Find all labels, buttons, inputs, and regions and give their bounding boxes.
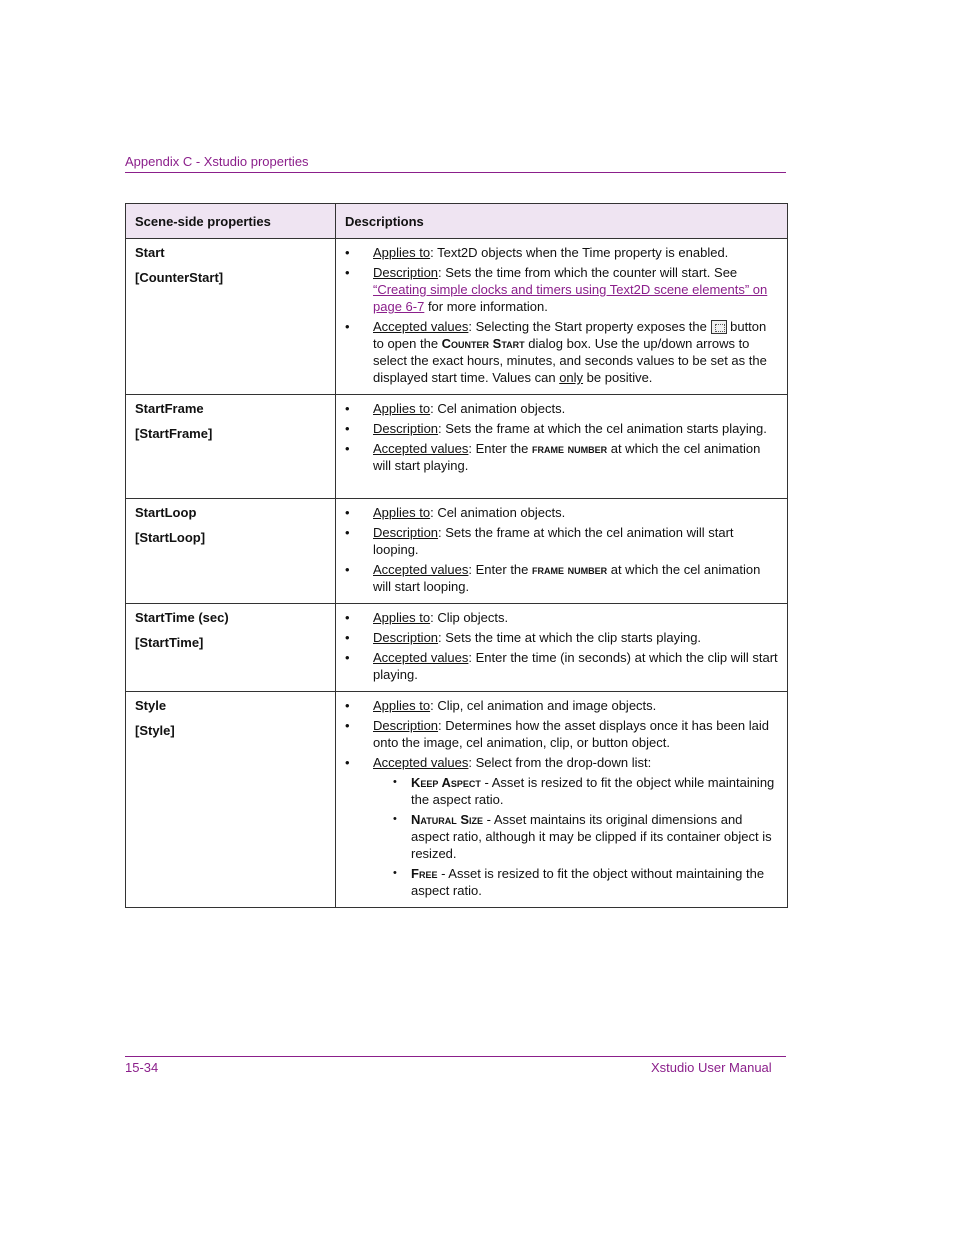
property-cell: [126, 692, 336, 908]
property-cell: [126, 239, 336, 395]
description-text: : Determines how the asset displays once it has been laid onto the image, cel animation, clip, or button object.: [373, 718, 769, 750]
ellipsis-button-icon: [711, 320, 727, 334]
option-item: [345, 811, 778, 862]
cross-reference-link[interactable]: “Creating simple clocks and timers using Text2D scene elements” on page 6-7: [373, 282, 768, 314]
field-name: frame number: [532, 441, 608, 456]
accepted-values-label: Accepted values: [373, 755, 469, 770]
table-row: [126, 499, 788, 604]
list-item: [345, 420, 778, 437]
description-label: Description: [373, 525, 439, 540]
property-cell: [126, 499, 336, 604]
applies-text: : Cel animation objects.: [430, 505, 566, 520]
list-item: [345, 524, 778, 558]
dialog-name: Counter Start: [441, 336, 525, 351]
values-text: : Enter the: [468, 562, 532, 577]
option-name: Natural Size: [411, 812, 483, 827]
list-item: [345, 717, 778, 751]
list-item: [345, 440, 778, 474]
description-label: Description: [373, 630, 439, 645]
list-item: [345, 609, 778, 626]
applies-label: Applies to: [373, 610, 431, 625]
emphasis-only: only: [559, 370, 584, 385]
accepted-values-label: Accepted values: [373, 650, 469, 665]
values-text: at which the cel animation will start looping.: [373, 562, 761, 594]
property-cell: [126, 395, 336, 499]
applies-label: Applies to: [373, 401, 431, 416]
description-cell: [336, 604, 788, 692]
description-cell: [336, 395, 788, 499]
table-row: [126, 604, 788, 692]
option-text: - Asset is resized to fit the object while maintaining the aspect ratio.: [411, 775, 775, 807]
property-name: StartLoop: [135, 505, 197, 520]
manual-title: Xstudio User Manual: [651, 1060, 772, 1075]
property-name: Style: [135, 698, 167, 713]
list-item: [345, 504, 778, 521]
values-text: : Selecting the Start property exposes the: [468, 319, 711, 334]
applies-label: Applies to: [373, 505, 431, 520]
description-text: : Sets the frame at which the cel animation will start looping.: [373, 525, 734, 557]
description-label: Description: [373, 421, 439, 436]
accepted-values-label: Accepted values: [373, 562, 469, 577]
table-row: [126, 692, 788, 908]
header-rule: [125, 172, 786, 173]
values-text: dialog box. Use the up/down arrows to select the exact hours, minutes, and seconds values to be set as the displayed start time. Values can: [373, 336, 767, 385]
description-text: : Sets the time at which the clip starts playing.: [438, 630, 702, 645]
description-cell: [336, 239, 788, 395]
description-text: : Sets the frame at which the cel animation starts playing.: [438, 421, 767, 436]
description-label: Description: [373, 718, 439, 733]
applies-text: : Clip objects.: [430, 610, 509, 625]
property-name: StartFrame: [135, 401, 204, 416]
table-header-row: [126, 204, 788, 239]
table-row: [126, 395, 788, 499]
description-cell: [336, 692, 788, 908]
column-header-properties: Scene-side properties: [126, 204, 336, 239]
property-key: [StartFrame]: [135, 426, 213, 441]
page-number: 15-34: [125, 1060, 159, 1075]
running-header: Appendix C - Xstudio properties: [125, 154, 309, 169]
list-item: [345, 697, 778, 714]
description-cell: [336, 499, 788, 604]
properties-table: [125, 203, 788, 908]
field-name: frame number: [532, 562, 608, 577]
description-text: : Sets the time from which the counter will start. See: [438, 265, 738, 280]
list-item: [345, 318, 778, 386]
property-cell: [126, 604, 336, 692]
option-text: - Asset maintains its original dimensions and aspect ratio, although it may be clipped if its container object is resized.: [411, 812, 772, 861]
applies-label: Applies to: [373, 698, 431, 713]
list-item: [345, 264, 778, 315]
applies-text: : Cel animation objects.: [430, 401, 566, 416]
property-name: Start: [135, 245, 165, 260]
values-text: : Enter the: [468, 441, 532, 456]
property-key: [Style]: [135, 723, 175, 738]
values-text: at which the cel animation will start playing.: [373, 441, 761, 473]
applies-label: Applies to: [373, 245, 431, 260]
property-key: [StartTime]: [135, 635, 204, 650]
values-text: : Select from the drop-down list:: [468, 755, 652, 770]
list-item: [345, 400, 778, 417]
accepted-values-label: Accepted values: [373, 441, 469, 456]
option-item: [345, 774, 778, 808]
property-key: [CounterStart]: [135, 270, 224, 285]
list-item: [345, 561, 778, 595]
accepted-values-label: Accepted values: [373, 319, 469, 334]
list-item: [345, 629, 778, 646]
property-name: StartTime (sec): [135, 610, 229, 625]
description-label: Description: [373, 265, 439, 280]
values-text: be positive.: [583, 370, 653, 385]
applies-text: : Text2D objects when the Time property is enabled.: [430, 245, 729, 260]
list-item: [345, 244, 778, 261]
property-key: [StartLoop]: [135, 530, 206, 545]
applies-text: : Clip, cel animation and image objects.: [430, 698, 657, 713]
footer-rule: [125, 1056, 786, 1057]
table-row: [126, 239, 788, 395]
option-item: [345, 865, 778, 899]
values-text: : Enter the time (in seconds) at which the clip will start playing.: [373, 650, 778, 682]
option-text: - Asset is resized to fit the object without maintaining the aspect ratio.: [411, 866, 765, 898]
option-name: Free: [411, 866, 438, 881]
description-after: for more information.: [424, 299, 548, 314]
option-name: Keep Aspect: [411, 775, 481, 790]
list-item: [345, 649, 778, 683]
list-item: [345, 754, 778, 899]
column-header-descriptions: Descriptions: [336, 204, 788, 239]
values-text: button to open the: [373, 319, 767, 351]
